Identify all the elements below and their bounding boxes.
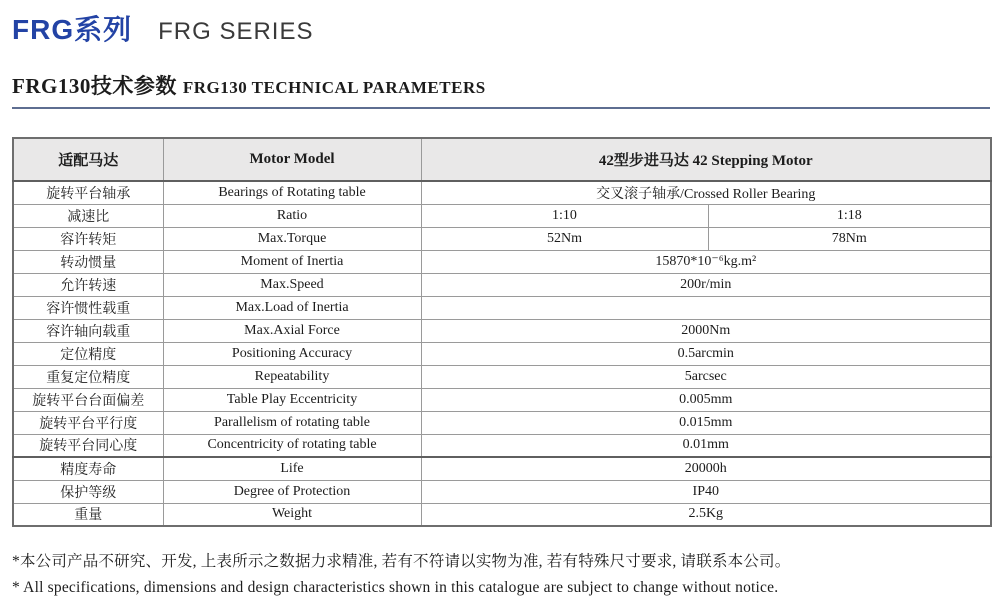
param-label-en: Parallelism of rotating table	[163, 411, 421, 434]
table-row	[13, 250, 991, 273]
param-label-cn: 旋转平台同心度	[13, 434, 163, 457]
table-row	[13, 434, 991, 457]
param-label-en: Concentricity of rotating table	[163, 434, 421, 457]
param-label-cn: 重量	[13, 503, 163, 526]
param-label-cn: 旋转平台平行度	[13, 411, 163, 434]
param-value: 2000Nm	[421, 319, 991, 342]
table-row	[13, 273, 991, 296]
param-label-cn: 重复定位精度	[13, 365, 163, 388]
header-cell-motor-cn: 适配马达	[13, 138, 163, 181]
param-value: 0.005mm	[421, 388, 991, 411]
table-body	[13, 181, 991, 526]
param-value: 0.01mm	[421, 434, 991, 457]
param-label-en: Bearings of Rotating table	[163, 181, 421, 204]
param-label-cn: 定位精度	[13, 342, 163, 365]
param-label-cn: 旋转平台台面偏差	[13, 388, 163, 411]
param-value: 0.5arcmin	[421, 342, 991, 365]
parameters-table	[12, 137, 992, 527]
param-label-en: Max.Speed	[163, 273, 421, 296]
table-header-row	[13, 138, 991, 181]
section-title-en: FRG130 TECHNICAL PARAMETERS	[182, 78, 486, 97]
param-value: 0.015mm	[421, 411, 991, 434]
param-value: 15870*10⁻⁶kg.m²	[421, 250, 991, 273]
param-label-cn: 容许惯性载重	[13, 296, 163, 319]
table-row	[13, 227, 991, 250]
param-label-en: Positioning Accuracy	[163, 342, 421, 365]
divider-line	[12, 107, 990, 109]
table-row	[13, 181, 991, 204]
param-label-cn: 精度寿命	[13, 457, 163, 480]
param-label-en: Weight	[163, 503, 421, 526]
param-value: 78Nm	[708, 227, 991, 250]
section-title	[12, 70, 989, 100]
param-label-en: Table Play Eccentricity	[163, 388, 421, 411]
param-value: IP40	[421, 480, 991, 503]
header-cell-stepping-motor: 42型步进马达 42 Stepping Motor	[421, 138, 991, 181]
page-title	[12, 8, 989, 48]
param-value: 200r/min	[421, 273, 991, 296]
table-row	[13, 388, 991, 411]
table-row	[13, 457, 991, 480]
param-label-cn: 旋转平台轴承	[13, 181, 163, 204]
param-label-en: Degree of Protection	[163, 480, 421, 503]
param-value: 20000h	[421, 457, 991, 480]
param-value: 5arcsec	[421, 365, 991, 388]
param-label-cn: 转动惯量	[13, 250, 163, 273]
series-title-cn: FRG系列	[12, 14, 133, 45]
param-label-cn: 允许转速	[13, 273, 163, 296]
table-row	[13, 365, 991, 388]
param-value: 交叉滚子轴承/Crossed Roller Bearing	[421, 181, 991, 204]
param-value: 52Nm	[421, 227, 708, 250]
series-title-en: FRG SERIES	[158, 18, 314, 45]
param-value: 1:10	[421, 204, 708, 227]
table-row	[13, 204, 991, 227]
param-label-cn: 容许转矩	[13, 227, 163, 250]
param-label-cn: 保护等级	[13, 480, 163, 503]
param-label-en: Max.Torque	[163, 227, 421, 250]
table-row	[13, 480, 991, 503]
footnotes	[12, 551, 989, 598]
param-label-cn: 容许轴向载重	[13, 319, 163, 342]
note-chinese: *本公司产品不研究、开发, 上表所示之数据力求精准, 若有不符请以实物为准, 若有特殊尺寸要求, 请联系本公司。	[12, 553, 791, 570]
table-row	[13, 411, 991, 434]
param-value: 2.5Kg	[421, 503, 991, 526]
table-row	[13, 342, 991, 365]
param-value: 1:18	[708, 204, 991, 227]
table-row	[13, 296, 991, 319]
param-label-en: Moment of Inertia	[163, 250, 421, 273]
param-label-en: Max.Axial Force	[163, 319, 421, 342]
table-row	[13, 319, 991, 342]
param-label-en: Repeatability	[163, 365, 421, 388]
param-value	[421, 296, 991, 319]
param-label-en: Life	[163, 457, 421, 480]
param-label-en: Ratio	[163, 204, 421, 227]
note-english: * All specifications, dimensions and design characteristics shown in this catalogue are subject to change without notice.	[12, 579, 779, 596]
section-title-cn: FRG130技术参数	[12, 74, 177, 98]
header-cell-motor-model: Motor Model	[163, 138, 421, 181]
table-row	[13, 503, 991, 526]
param-label-cn: 减速比	[13, 204, 163, 227]
param-label-en: Max.Load of Inertia	[163, 296, 421, 319]
